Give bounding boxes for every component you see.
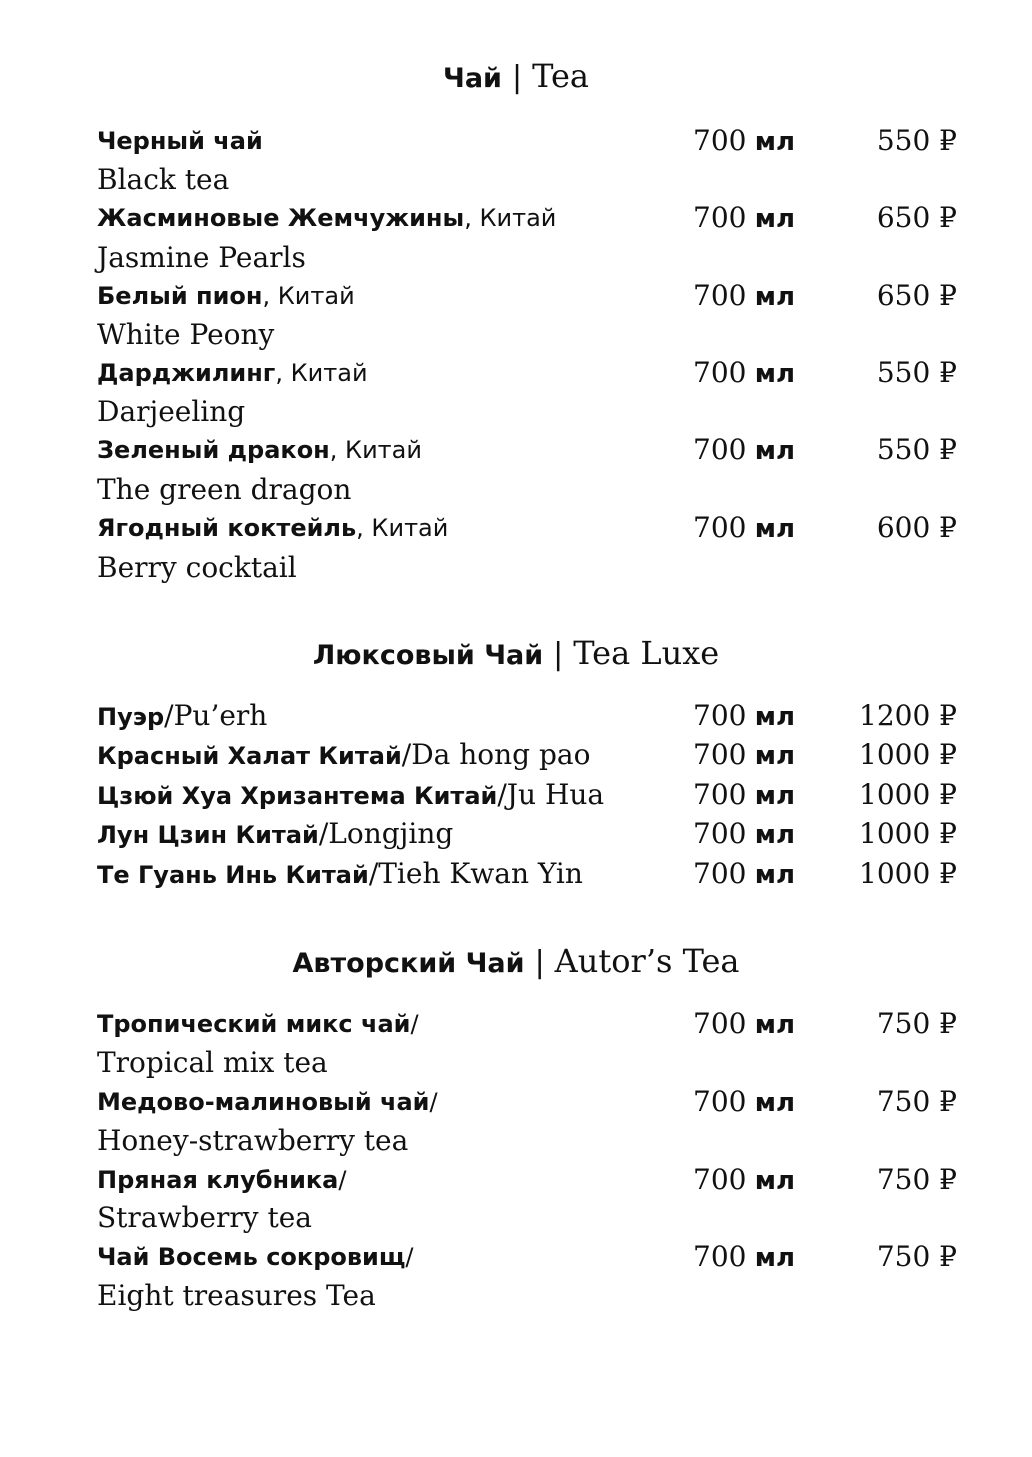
item-name — [97, 854, 583, 895]
section-title-en: Tea — [532, 57, 589, 95]
item-volume-unit: мл — [754, 702, 796, 732]
item-name — [97, 696, 267, 737]
item-slash: / — [410, 1010, 419, 1038]
item-volume-unit: мл — [754, 282, 796, 312]
item-origin: , Китай — [262, 282, 355, 310]
item-name-ru: Цзюй Хуа Хризантема Китай — [97, 782, 498, 810]
item-name-en: Honey-strawberry tea — [97, 1124, 409, 1157]
item-volume-number: 700 — [693, 511, 747, 544]
item-name-ru: Зеленый дракон — [97, 436, 330, 464]
item-name — [97, 1004, 419, 1044]
item-name-en: Black tea — [97, 163, 230, 196]
item-price: 1000 ₽ — [859, 738, 957, 771]
item-slash: / — [429, 1088, 438, 1116]
item-name-ru: Тропический микс чай — [97, 1010, 411, 1038]
item-slash: / — [405, 1243, 414, 1271]
item-volume-number: 700 — [693, 1007, 747, 1040]
menu-item-row — [97, 1082, 957, 1122]
item-volume-number: 700 — [693, 201, 747, 234]
item-name-ru: Лун Цзин Китай — [97, 821, 319, 849]
item-name-ru: Черный чай — [97, 127, 263, 155]
item-slash: / — [338, 1166, 347, 1194]
item-volume-number: 700 — [693, 1240, 747, 1273]
item-name-ru: Пуэр — [97, 703, 165, 731]
menu-item-row — [97, 198, 957, 238]
item-volume-number: 700 — [693, 738, 747, 771]
item-name-en: /Pu’erh — [164, 699, 268, 732]
item-price: 1000 ₽ — [859, 778, 957, 811]
item-price: 650 ₽ — [876, 279, 957, 312]
menu-item-row — [97, 430, 957, 470]
item-volume-number: 700 — [693, 1163, 747, 1196]
item-volume-unit: мл — [754, 1010, 796, 1040]
menu-item-row — [97, 353, 957, 393]
item-volume-number: 700 — [693, 1085, 747, 1118]
item-price: 600 ₽ — [876, 511, 957, 544]
menu-item-row — [97, 814, 957, 854]
item-price: 750 ₽ — [876, 1163, 957, 1196]
item-name — [97, 775, 604, 816]
item-name — [97, 276, 355, 316]
item-volume — [693, 696, 795, 737]
section-title-ru: Чай — [443, 63, 502, 94]
item-volume-unit: мл — [754, 359, 796, 389]
item-volume — [693, 353, 795, 394]
item-name — [97, 1237, 414, 1277]
item-origin: , Китай — [356, 514, 449, 542]
item-volume — [693, 508, 795, 549]
item-volume-unit: мл — [754, 436, 796, 466]
item-name — [97, 430, 422, 470]
item-name-en: Strawberry tea — [97, 1201, 312, 1234]
item-origin: , Китай — [329, 436, 422, 464]
item-volume — [693, 775, 795, 816]
item-name-en: Darjeeling — [97, 395, 246, 428]
item-price: 650 ₽ — [876, 201, 957, 234]
item-name-en: /Da hong pao — [401, 738, 591, 771]
menu-item-row — [97, 508, 957, 548]
section-title-separator: | — [534, 945, 545, 980]
item-name — [97, 121, 263, 161]
item-volume — [693, 1237, 795, 1278]
item-name-ru: Жасминовые Жемчужины — [97, 204, 465, 232]
item-volume-unit: мл — [754, 1088, 796, 1118]
item-volume-unit: мл — [754, 514, 796, 544]
section-title-tea — [0, 57, 1032, 96]
item-price: 550 ₽ — [876, 433, 957, 466]
menu-item-row — [97, 121, 957, 161]
item-name-ru: Ягодный коктейль — [97, 514, 357, 542]
item-volume — [693, 735, 795, 776]
item-name-ru: Те Гуань Инь Китай — [97, 861, 369, 889]
item-volume-number: 700 — [693, 699, 747, 732]
item-volume — [693, 430, 795, 471]
section-title-separator: | — [511, 60, 523, 95]
item-name — [97, 198, 556, 238]
item-name — [97, 508, 448, 548]
item-name-ru: Белый пион — [97, 282, 263, 310]
section-title-ru: Люксовый Чай — [312, 640, 544, 671]
item-name-en: Tropical mix tea — [97, 1046, 328, 1079]
menu-item-row — [97, 696, 957, 736]
item-price: 1000 ₽ — [859, 817, 957, 850]
item-name — [97, 1082, 438, 1122]
section-title-en: Autor’s Tea — [554, 942, 740, 980]
item-name — [97, 814, 453, 855]
item-name-en: Eight treasures Tea — [97, 1279, 376, 1312]
item-volume-unit: мл — [754, 860, 796, 890]
item-name-ru: Чай Восемь сокровищ — [97, 1243, 406, 1271]
section-title-separator: | — [553, 637, 564, 672]
item-price: 750 ₽ — [876, 1007, 957, 1040]
menu-item-row — [97, 1160, 957, 1200]
section-title-en: Tea Luxe — [573, 634, 720, 672]
item-name-en: Jasmine Pearls — [97, 241, 306, 274]
item-price: 550 ₽ — [876, 356, 957, 389]
item-price: 750 ₽ — [876, 1240, 957, 1273]
item-volume-number: 700 — [693, 778, 747, 811]
section-title-ru: Авторский Чай — [292, 948, 525, 979]
item-price: 550 ₽ — [876, 124, 957, 157]
item-name-ru: Пряная клубника — [97, 1166, 339, 1194]
item-volume — [693, 854, 795, 895]
section-title-tea-luxe — [0, 634, 1032, 673]
item-volume — [693, 814, 795, 855]
item-volume-number: 700 — [693, 124, 747, 157]
item-price: 750 ₽ — [876, 1085, 957, 1118]
item-volume-unit: мл — [754, 781, 796, 811]
item-volume-unit: мл — [754, 204, 796, 234]
item-volume — [693, 121, 795, 162]
item-name-en: Berry cocktail — [97, 551, 297, 584]
section-title-autors-tea — [0, 942, 1032, 981]
menu-item-row — [97, 775, 957, 815]
item-volume — [693, 1160, 795, 1201]
item-volume — [693, 198, 795, 239]
item-volume-number: 700 — [693, 433, 747, 466]
item-volume-unit: мл — [754, 1166, 796, 1196]
item-price: 1000 ₽ — [859, 857, 957, 890]
menu-item-row — [97, 1237, 957, 1277]
item-origin: , Китай — [275, 359, 368, 387]
item-volume-number: 700 — [693, 356, 747, 389]
item-name — [97, 735, 590, 776]
item-volume-unit: мл — [754, 820, 796, 850]
item-volume-unit: мл — [754, 1243, 796, 1273]
item-volume-number: 700 — [693, 279, 747, 312]
item-volume — [693, 1082, 795, 1123]
item-name — [97, 1160, 346, 1200]
item-origin: , Китай — [464, 204, 557, 232]
item-name-en: /Longjing — [318, 817, 454, 850]
item-price: 1200 ₽ — [859, 699, 957, 732]
item-volume — [693, 276, 795, 317]
item-name-en: /Tieh Kwan Yin — [368, 857, 583, 890]
item-name-ru: Красный Халат Китай — [97, 742, 402, 770]
item-name — [97, 353, 368, 393]
item-volume-unit: мл — [754, 127, 796, 157]
item-name-en: White Peony — [97, 318, 275, 351]
menu-item-row — [97, 735, 957, 775]
item-volume-number: 700 — [693, 817, 747, 850]
item-name-en: /Ju Hua — [497, 778, 605, 811]
item-volume-number: 700 — [693, 857, 747, 890]
item-name-ru: Дарджилинг — [97, 359, 276, 387]
item-name-en: The green dragon — [97, 473, 352, 506]
menu-item-row — [97, 854, 957, 894]
item-volume-unit: мл — [754, 741, 796, 771]
item-volume — [693, 1004, 795, 1045]
menu-item-row — [97, 276, 957, 316]
menu-item-row — [97, 1004, 957, 1044]
item-name-ru: Медово-малиновый чай — [97, 1088, 430, 1116]
